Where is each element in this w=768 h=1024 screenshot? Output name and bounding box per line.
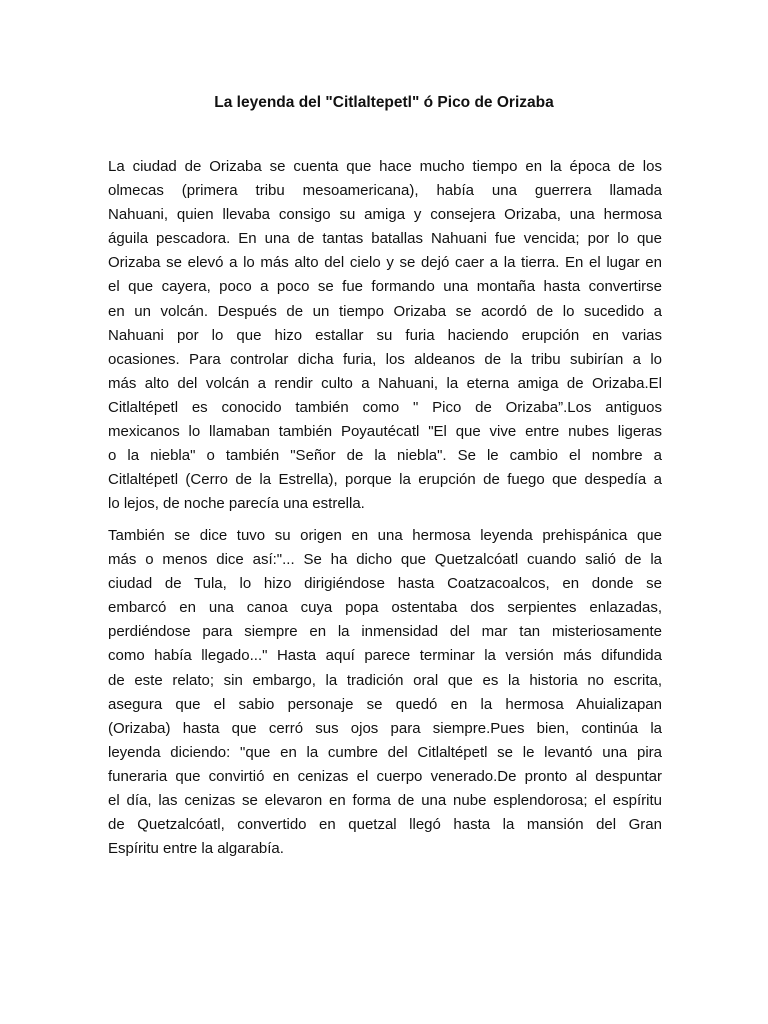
text-line: Orizaba se elevó a lo más alto del cielo y se dejó caer a la tierra. En el lugar en	[108, 254, 662, 272]
text-line: el día, las cenizas se elevaron en forma de una nube esplendorosa; el espíritu	[108, 792, 662, 810]
text-line: ciudad de Tula, lo hizo dirigiéndose hasta Coatzacoalcos, en donde se	[108, 575, 662, 593]
text-line: mexicanos lo llamaban también Poyautécatl "El que vive entre nubes ligeras	[108, 423, 662, 441]
paragraph-2	[108, 524, 662, 861]
text-line: leyenda diciendo: "que en la cumbre del Citlaltépetl se le levantó una pira	[108, 743, 662, 761]
text-line: También se dice tuvo su origen en una hermosa leyenda prehispánica que	[108, 527, 662, 544]
text-line: olmecas (primera tribu mesoamericana), había una guerrera llamada	[108, 182, 662, 200]
text-line: perdiéndose para siempre en la inmensidad del mar tan misteriosamente	[108, 623, 662, 641]
text-line: águila pescadora. En una de tantas batallas Nahuani fue vencida; por lo que	[108, 230, 662, 248]
text-line: (Orizaba) hasta que cerró sus ojos para siempre.Pues bien, continúa la	[108, 719, 662, 737]
text-line: de este relato; sin embargo, la tradición oral que es la historia no escrita,	[108, 671, 662, 689]
text-line: lo lejos, de noche parecía una estrella.	[108, 495, 365, 513]
text-line: asegura que el sabio personaje se quedó en la hermosa Ahuializapan	[108, 695, 662, 713]
text-line: embarcó en una canoa cuya popa ostentaba dos serpientes enlazadas,	[108, 599, 662, 617]
text-line: Espíritu entre la algarabía.	[108, 840, 284, 858]
text-line: ocasiones. Para controlar dicha furia, los aldeanos de la tribu subirían a lo	[108, 350, 662, 368]
document-title: La leyenda del "Citlaltepetl" ó Pico de Orizaba	[214, 94, 554, 111]
text-line: Nahuani, quien llevaba consigo su amiga y consejera Orizaba, una hermosa	[108, 206, 662, 224]
text-line: como había llegado..." Hasta aquí parece terminar la versión más difundida	[108, 647, 662, 665]
text-line: o la niebla" o también "Señor de la niebla". Se le cambio el nombre a	[108, 447, 662, 465]
text-line: el que cayera, poco a poco se fue formando una montaña hasta convertirse	[108, 278, 662, 296]
text-line: Nahuani por lo que hizo estallar su furia haciendo erupción en varias	[108, 326, 662, 344]
text-line: de Quetzalcóatl, convertido en quetzal llegó hasta la mansión del Gran	[108, 816, 662, 834]
text-line: La ciudad de Orizaba se cuenta que hace mucho tiempo en la época de los	[108, 158, 662, 175]
text-line: en un volcán. Después de un tiempo Orizaba se acordó de lo sucedido a	[108, 302, 662, 320]
text-line: funeraria que convirtió en cenizas el cuerpo venerado.De pronto al despuntar	[108, 767, 662, 785]
text-line: Citlaltépetl es conocido también como " Pico de Orizaba”.Los antiguos	[108, 398, 662, 416]
text-line: Citlaltépetl (Cerro de la Estrella), porque la erupción de fuego que despedía a	[108, 471, 662, 489]
paragraph-1	[108, 155, 662, 516]
text-line: más o menos dice así:"... Se ha dicho que Quetzalcóatl cuando salió de la	[108, 551, 662, 569]
text-line: más alto del volcán a rendir culto a Nahuani, la eterna amiga de Orizaba.El	[108, 374, 662, 392]
